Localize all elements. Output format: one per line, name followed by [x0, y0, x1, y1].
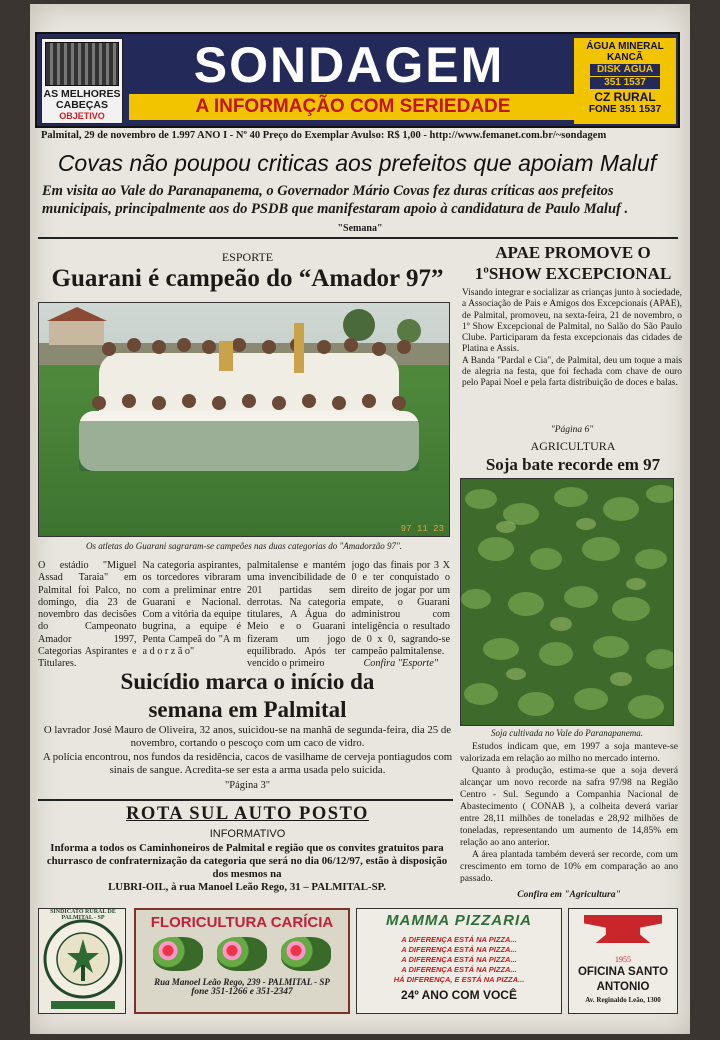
- apae-paragraph-1: Visando integrar e socializar as crianças junto à sociedade, a Associação de Pais e Amigos dos Excepcionais (APAE), de Palmital, promoveu, na sexta-feira, 21 de novembro, o 1º Show Excepcional de Palmital, no Salão do São Paulo Clube. Participaram da festa excepcionais das cidades de Platina e Assis.: [462, 288, 682, 355]
- suicide-paragraph-1: O lavrador José Mauro de Oliveira, 32 anos, suicidou-se na manhã de segunda-feira, dia 25 de novembro, cortando o pescoço com um caco de vidro.: [43, 724, 452, 750]
- oficina-address: Av. Reginaldo Leão, 1300: [585, 996, 661, 1004]
- divider: [38, 799, 453, 801]
- suicide-headline-1: Suicídio marca o início da: [120, 669, 375, 694]
- soy-photo: [460, 478, 674, 726]
- suicide-headline: [40, 668, 455, 724]
- suicide-paragraph-2: A polícia encontrou, nos fundos da residência, cacos de vasilhame de cerveja pontiagudos com sinais de sangue. Acredita-se ser esta a arma usada pelo suicida.: [42, 750, 453, 776]
- suicide-page-ref: "Página 3": [224, 780, 271, 791]
- agri-section-label: AGRICULTURA: [530, 439, 616, 453]
- sport-section-label: ESPORTE: [221, 250, 274, 264]
- sport-page-ref: Confira "Esporte": [363, 658, 438, 670]
- pizzaria-slogan: A DIFERENÇA ESTÁ NA PIZZA...: [401, 955, 517, 964]
- pizzaria-ad: [356, 908, 562, 1014]
- sindicato-name: SINDICATO RURAL DE PALMITAL - SP: [50, 909, 116, 921]
- rota-paragraph: Informa a todos os Caminhoneiros de Palmital e região que os convites gratuitos para churrasco de confraternização da categoria que será no dia 06/12/97, estão à disposição dos mesmos na: [46, 842, 448, 880]
- ad-line: CZ RURAL: [594, 90, 656, 104]
- pizzaria-footer: 24º ANO COM VOCÊ: [401, 988, 517, 1002]
- ad-line: DISK ÁGUA: [590, 64, 660, 76]
- pizzaria-slogan: A DIFERENÇA ESTÁ NA PIZZA...: [401, 945, 517, 954]
- rota-address: LUBRI-OIL, à rua Manoel Leão Rego, 31 – PALMITAL-SP.: [108, 881, 386, 893]
- suicide-headline-2: semana em Palmital: [148, 697, 347, 722]
- soja-paragraph-2: Quanto à produção, estima-se que a soja deverá alcançar um novo recorde na safra 97/98 na Região Centro - Sul. Segundo a Companhia Nacional de Abastecimento ( CONAB ), a colheita deverá variar entre 28,11 milhões de toneladas e 28,92 milhões de toneladas, representando um aumento de 14,85% em relação ao ano anterior.: [460, 765, 678, 848]
- sindicato-rural-ad: [38, 908, 126, 1014]
- sport-col-4: [352, 560, 451, 670]
- building-icon: [45, 42, 119, 86]
- pizzaria-slogan: A DIFERENÇA ESTÁ NA PIZZA...: [401, 935, 517, 944]
- pizzaria-slogans: [357, 935, 561, 985]
- lead-headline: Covas não poupou criticas aos prefeitos que apoiam Maluf: [57, 150, 657, 176]
- floricultura-address: Rua Manoel Leão Rego, 239 - PALMITAL - SP: [154, 977, 330, 987]
- soja-paragraph-1: Estudos indicam que, em 1997 a soja manteve-se valorizada em relação ao milho no mercado interno.: [460, 741, 678, 764]
- soja-headline: Soja bate recorde em 97: [485, 455, 661, 474]
- sport-col-3: palmitalense e mantém uma invencibilidade de 201 partidas sem derrotas. Na categoria titulares, A Água do Meio e o Guarani fizeram um jogo equilibrado. Após ter vencido o primeiro: [247, 560, 346, 670]
- oficina-ad: [568, 908, 678, 1014]
- lead-source: "Semana": [337, 223, 383, 234]
- apae-body: [462, 288, 682, 390]
- apae-headline: [462, 242, 684, 284]
- masthead: [35, 32, 680, 128]
- rota-subtitle: INFORMATIVO: [209, 828, 286, 840]
- objetivo-brand: OBJETIVO: [59, 111, 105, 121]
- soja-page-ref: Confira em "Agricultura": [517, 890, 621, 900]
- apae-page-ref: "Página 6": [550, 425, 594, 435]
- pizzaria-slogan: A DIFERENÇA ESTÁ NA PIZZA...: [401, 965, 517, 974]
- divider: [38, 237, 678, 239]
- newspaper-slogan: A INFORMAÇÃO COM SERIEDADE: [129, 94, 577, 120]
- pizzaria-slogan: HÁ DIFERENÇA, E ESTÁ NA PIZZA...: [393, 975, 525, 984]
- oficina-name-2: ANTONIO: [596, 981, 650, 993]
- rota-body: [46, 842, 448, 894]
- sport-col-1: O estádio "Miguel Assad Taraia" em Palmital foi Palco, no domingo, dia 23 de novembro das decisões do Campeonato Amador 1997, Categorias Aspirantes e Titulares.: [38, 560, 137, 670]
- floricultura-ad: [134, 908, 350, 1014]
- lead-subhead: Em visita ao Vale do Paranapanema, o Governador Mário Covas fez duras críticas aos prefeitos municipais, principalmente aos do PSDB que manifestaram apoio à candidatura de Paulo Maluf .: [42, 183, 629, 217]
- soja-body: [460, 741, 678, 885]
- sport-headline: Guarani é campeão do “Amador 97”: [51, 265, 444, 292]
- anvil-icon: [584, 915, 662, 943]
- newspaper-title: SONDAGEM: [193, 37, 505, 93]
- ad-line: FONE 351 1537: [588, 104, 662, 115]
- oficina-year: 1955: [615, 955, 631, 964]
- ad-line: 351 1537: [590, 77, 660, 89]
- apae-headline-2: 1ºSHOW EXCEPCIONAL: [474, 264, 672, 283]
- team-photo: [38, 302, 450, 537]
- flower-bouquet-icons: [146, 937, 338, 971]
- rota-headline: ROTA SUL AUTO POSTO: [126, 804, 369, 824]
- floricultura-title: FLORICULTURA CARÍCIA: [150, 914, 334, 931]
- objetivo-ad-line2: CABEÇAS: [56, 99, 108, 111]
- oficina-name-1: OFICINA SANTO: [577, 966, 669, 978]
- team-photo-caption: Os atletas do Guarani sagraram-se campeões nas duas categorias do "Amadorzão 97".: [85, 541, 403, 551]
- ad-line: ÁGUA MINERAL: [586, 41, 664, 52]
- dateline: Palmital, 29 de novembro de 1.997 ANO I - Nº 40 Preço do Exemplar Avulso: R$ 1,00 - http://www.femanet.com.br/~sondagem: [41, 130, 607, 141]
- agua-mineral-ad: [574, 38, 676, 124]
- pizzaria-title: MAMMA PIZZARIA: [386, 912, 532, 929]
- suicide-body: [40, 724, 455, 777]
- sport-col-2: Na categoria aspirantes, os torcedores vibraram com a preliminar entre Guarani e Nacional. Com a vitória da equipe bugrina, a equipe é Penta Campeã do "A m a d o r z ã o": [142, 560, 241, 658]
- apae-headline-1: APAE PROMOVE O: [495, 243, 651, 262]
- photo-timestamp: 97 11 23: [400, 524, 444, 534]
- objetivo-ad: [41, 38, 123, 124]
- soy-photo-caption: Soja cultivada no Vale do Paranapanema.: [491, 728, 643, 738]
- objetivo-ad-line1: AS MELHORES: [43, 88, 121, 100]
- newspaper-page: [30, 4, 690, 1034]
- ad-line: KANCÃ: [606, 52, 644, 63]
- sport-article: [38, 560, 450, 670]
- sport-col-4-text: jogo das finais por 3 X 0 e ter conquistado o direito de jogar por um empate, o Guarani administrou com inteligência o resultado de 0 x 0, sagrando-se campeão palmitalense.: [351, 560, 450, 658]
- floricultura-phone: fone 351-1266 e 351-2347: [191, 987, 293, 997]
- apae-paragraph-2: A Banda "Pardal e Cia", de Palmital, deu um toque a mais de alegria na festa, que foi fechada com chave de ouro pelo Papai Noel e pela farta distribuição de doces e balas.: [462, 355, 682, 389]
- soja-paragraph-3: A área plantada também deverá ser recorde, com um crescimento em torno de 10% em comparação ao ano passado.: [460, 849, 678, 884]
